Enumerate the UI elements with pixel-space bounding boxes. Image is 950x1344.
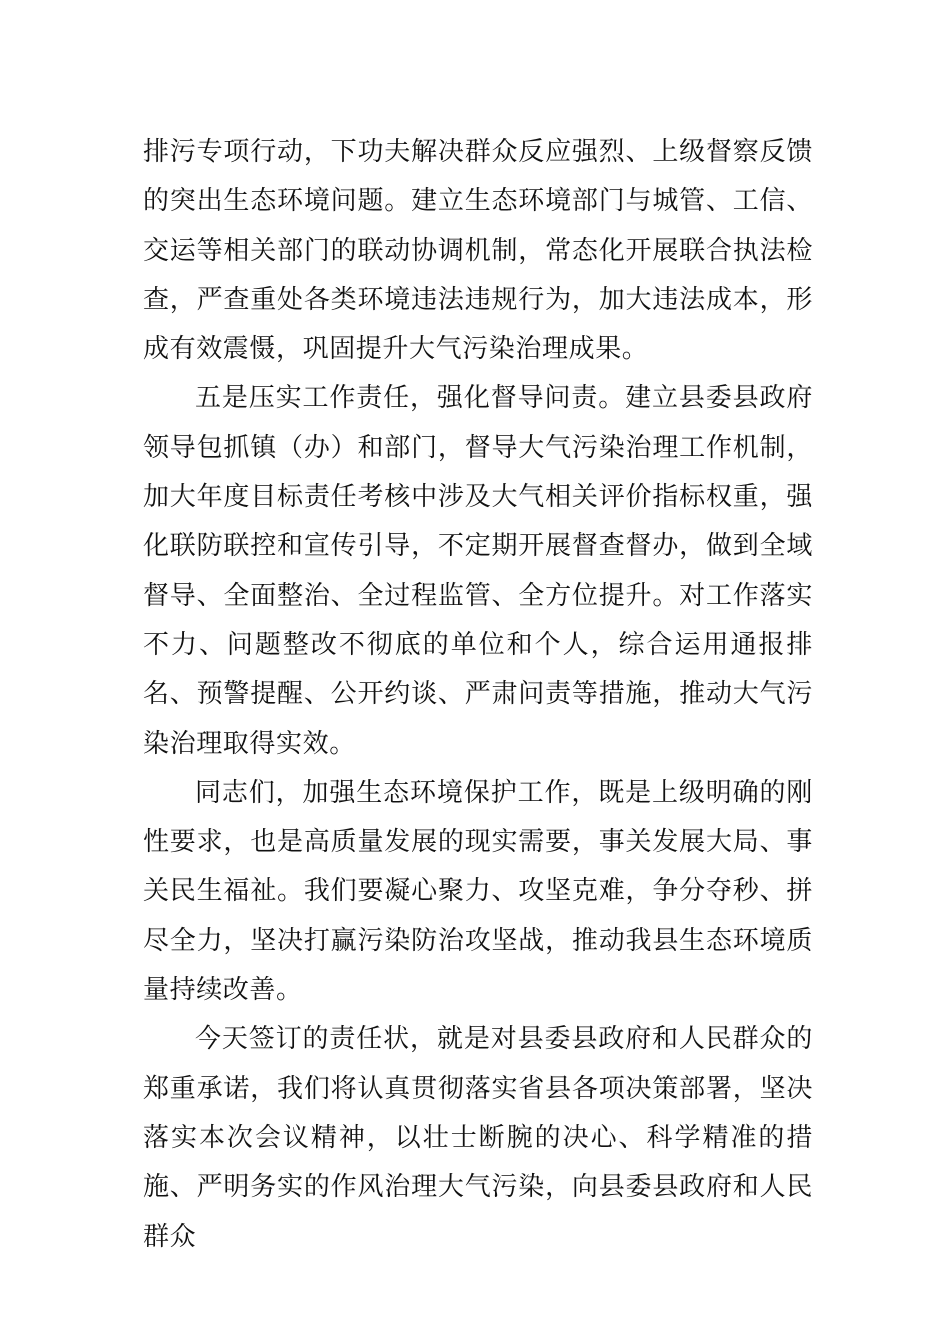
- paragraph-comrades: 同志们，加强生态环境保护工作，既是上级明确的刚性要求，也是高质量发展的现实需要，事关发展大局、事关民生福祉。我们要凝心聚力、攻坚克难，争分夺秒、拼尽全力，坚决打赢污染防治攻坚战，推动我县生态环境质量持续改善。: [143, 777, 813, 1006]
- paragraph-responsibility-pledge: 今天签订的责任状，就是对县委县政府和人民群众的郑重承诺，我们将认真贯彻落实省县各项决策部署，坚决落实本次会议精神，以壮士断腕的决心、科学精准的措施、严明务实的作风治理大气污染，向县委县政府和人民群众: [143, 1024, 813, 1252]
- paragraph-work-responsibility: 五是压实工作责任，强化督导问责。建立县委县政府领导包抓镇（办）和部门，督导大气污染治理工作机制，加大年度目标责任考核中涉及大气相关评价指标权重，强化联防联控和宣传引导，不定期开展督查督办，做到全域督导、全面整治、全过程监管、全方位提升。对工作落实不力、问题整改不彻底的单位和个人，综合运用通报排名、预警提醒、公开约谈、严肃问责等措施，推动大气污染治理取得实效。: [143, 383, 813, 759]
- paragraph-continued: 排污专项行动，下功夫解决群众反应强烈、上级督察反馈的突出生态环境问题。建立生态环境部门与城管、工信、交运等相关部门的联动协调机制，常态化开展联合执法检查，严查重处各类环境违法违规行为，加大违法成本，形成有效震慑，巩固提升大气污染治理成果。: [143, 137, 813, 365]
- document-body: [143, 128, 813, 1262]
